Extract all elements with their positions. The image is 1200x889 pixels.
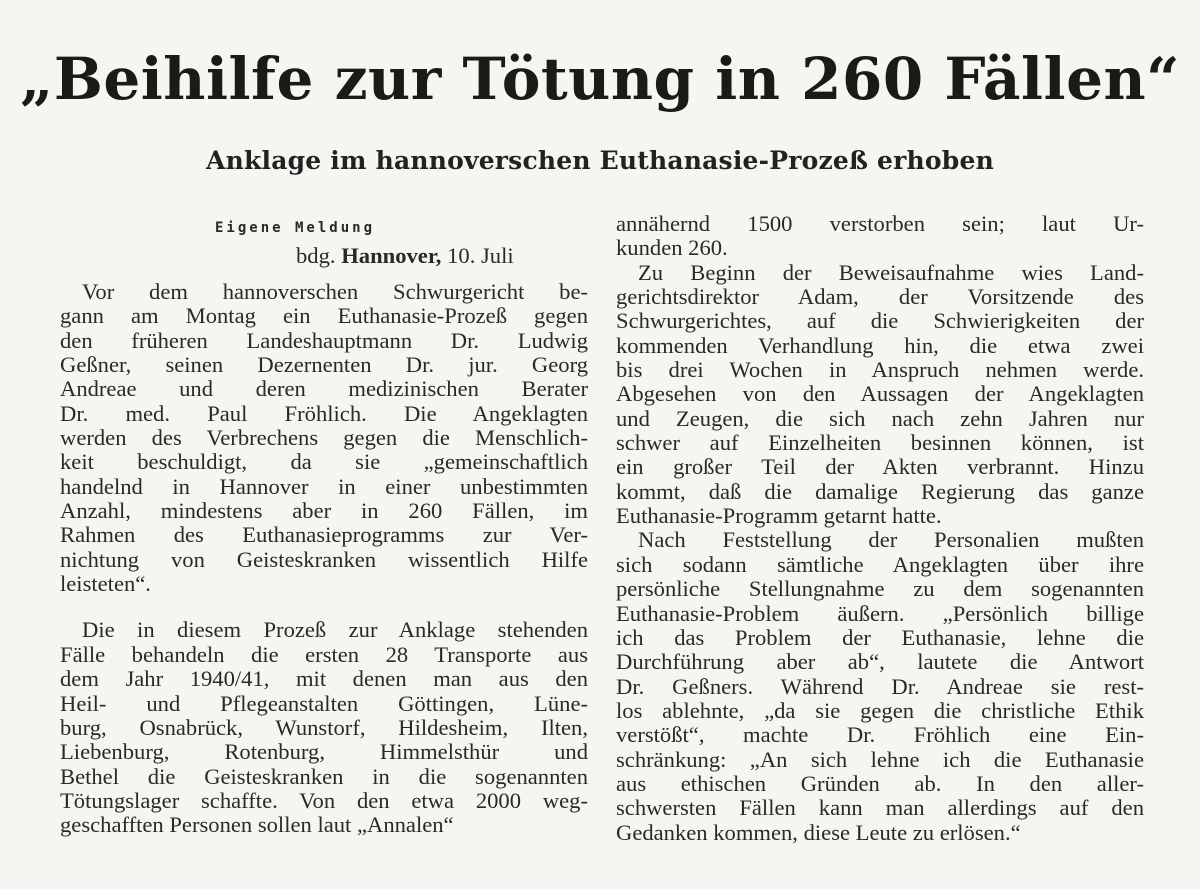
text-line: Nach Feststellung der Personalien mußten [638,527,1144,553]
paragraph-gap [60,596,588,618]
text-line: los ablehnte, „da sie gegen die christliche Ethik [616,697,1144,723]
text-line: Heil- und Pflegeanstalten Göttingen, Lüne- [60,690,588,716]
right-body [616,212,1144,845]
text-line: Fälle behandeln die ersten 28 Transporte aus [60,641,588,667]
text-line: Dr. med. Paul Fröhlich. Die Angeklagten [60,400,588,426]
text-line: schwer auf Einzelheiten besinnen können, ist [616,430,1144,456]
text-line: Geßner, seinen Dezernenten Dr. jur. Georg [60,352,588,378]
text-line: ich das Problem der Euthanasie, lehne die [616,624,1144,650]
paragraph [616,212,1144,261]
text-line: kommt, daß die damalige Regierung das ganze [616,478,1144,504]
text-line: Die in diesem Prozeß zur Anklage stehenden [82,617,588,643]
text-line: sich sodann sämtliche Angeklagten über ihre [616,551,1144,577]
text-line: Zu Beginn der Beweisaufnahme wies Land- [638,259,1144,285]
text-line: handelnd in Hannover in einer unbestimmten [60,473,588,499]
text-line: burg, Osnabrück, Wunstorf, Hildesheim, Ilten, [60,714,588,740]
text-line: annähernd 1500 verstorben sein; laut Ur- [616,211,1144,236]
text-line: kunden 260. [616,235,728,261]
text-line: werden des Verbrechens gegen die Menschlich- [60,425,588,451]
text-line: Liebenburg, Rotenburg, Himmelsthür und [60,739,588,765]
dateline-place: Hannover, [341,243,442,268]
text-line: Tötungslager schaffte. Von den etwa 2000 weg- [60,787,588,813]
text-line: Bethel die Geisteskranken in die sogenannten [60,763,588,789]
dateline-date: 10. Juli [447,243,514,268]
paragraph [616,261,1144,529]
dateline-prefix: bdg. [296,243,336,268]
paragraph [616,528,1144,844]
text-line: dem Jahr 1940/41, mit denen man aus den [60,666,588,692]
text-line: Euthanasie-Problem äußern. „Persönlich billige [616,600,1144,626]
paragraph [60,280,588,596]
text-line: Andreae und deren medizinischen Berater [60,376,588,402]
text-line: gann am Montag ein Euthanasie-Prozeß gegen [60,303,588,329]
text-line: schränkung: „An sich lehne ich die Euthanasie [616,746,1144,772]
subheadline: Anklage im hannoverschen Euthanasie-Prozeß erhoben [206,146,994,175]
headline: „Beihilfe zur Tötung in 260 Fällen“ [19,45,1181,113]
text-line: ein großer Teil der Akten verbrannt. Hinzu [616,454,1144,480]
text-line: leisteten“. [60,571,151,597]
text-line: gerichtsdirektor Adam, der Vorsitzende des [616,284,1144,310]
text-line: Gedanken kommen, diese Leute zu erlösen.“ [616,819,1021,845]
text-line: Schwurgerichtes, auf die Schwierigkeiten der [616,308,1144,334]
text-line: Euthanasie-Programm getarnt hatte. [616,503,942,529]
text-line: Abgesehen von den Aussagen der Angeklagten [616,381,1144,407]
left-column [60,212,588,838]
left-body [60,280,588,838]
text-line: Dr. Geßners. Während Dr. Andreae sie rest- [616,673,1144,699]
text-line: verstößt“, machte Dr. Fröhlich eine Ein- [616,722,1144,748]
paragraph [60,618,588,837]
dateline [60,236,588,266]
text-line: nichtung von Geisteskranken wissentlich Hilfe [60,546,588,572]
text-line: aus ethischen Gründen ab. In den aller- [616,770,1144,796]
text-line: geschafften Personen sollen laut „Annalen“ [60,812,454,838]
text-line: und Zeugen, die sich nach zehn Jahren nur [616,405,1144,431]
right-column [616,212,1144,845]
text-line: Anzahl, mindestens aber in 260 Fällen, im [60,498,588,524]
text-line: persönliche Stellungnahme zu dem sogenannten [616,576,1144,602]
text-line: schwersten Fällen kann man allerdings auf den [616,795,1144,821]
text-line: Durchführung aber ab“, lautete die Antwort [616,649,1144,675]
text-line: Rahmen des Euthanasieprogramms zur Ver- [60,522,588,548]
text-line: kommenden Verhandlung hin, die etwa zwei [616,332,1144,358]
dateline-label: Eigene Meldung [215,220,376,236]
text-line: bis drei Wochen in Anspruch nehmen werde. [616,357,1144,383]
text-line: keit beschuldigt, da sie „gemeinschaftlich [60,449,588,475]
text-line: den früheren Landeshauptmann Dr. Ludwig [60,327,588,353]
text-line: Vor dem hannoverschen Schwurgericht be- [82,279,588,304]
